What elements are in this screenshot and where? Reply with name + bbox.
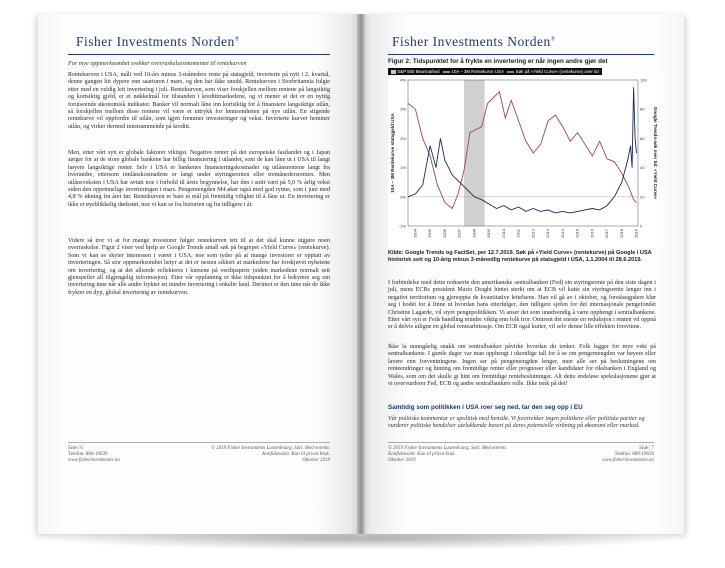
legend-trends-label: Søk på «Yield Curve» (rentekurve) over tid <box>515 69 599 74</box>
x-tick-label: 2011 <box>515 229 521 238</box>
legend-bear-label: S&P 500 Bearmarked <box>397 69 440 74</box>
footer-copyright: © 2019 Fisher Investments Luxembourg, Sàrl. Med enerett. <box>211 446 330 451</box>
brand-logo-right: Fisher Investments Norden® <box>392 34 556 49</box>
y-tick-label: -1% <box>398 223 406 229</box>
footer-page-number: Side | 6 <box>68 446 83 451</box>
x-tick-label: 2009 <box>486 229 492 238</box>
footer-page-number: Side | 7 <box>639 446 654 451</box>
left-paragraph-1: Rentekurven i USA, målt ved 10-års minus 3-måneders rente på statsgjeld, inverterte på nytt i 2. kvartal, denne gangen litt dypere enn saarturen i mars, og den har ikke snudd. Rentekurven i Storbritannia fulgte etter med en veldig lett invertering i juli. Rentekurven, som viser forskjellen mellom rentene på langsiktig og kortsiktig gjeld, er et nøkkelmål for tilstanden i kredittmarkedene, og vi mener at det er en nyttig forutseende økonomisk indikator. Banker vil normalt låne inn kortsiktig for å finansiere langsiktige utlån, så forskjellen mellom disse rentene vil være et uttrykk for lønnsomheten på nye utlån. En stigende rentekurve vil oppfordre til utlån, som igjen fremmer investeringer og vekst. Inverterte kurver hemmer utlån, og virker dermed innstrammende på kreditt. <box>68 72 330 130</box>
x-tick-label: 2018 <box>618 229 624 238</box>
header-rule-right <box>388 54 654 55</box>
left-footer-contact <box>68 446 178 463</box>
footer-copyright: © 2019 Fisher Investments Luxembourg, Sàrl. Med enerett. <box>388 446 507 451</box>
footer-confidential: Konfidensielt. Kun til privat bruk. <box>388 451 456 457</box>
footer-website: www.fisherinvestments.no <box>602 457 654 463</box>
legend-spread-swatch <box>443 71 450 73</box>
y2-tick-label: 80 <box>640 106 645 112</box>
x-tick-label: 2008 <box>471 229 477 238</box>
y-axis-label: 10A – 3M Rentekurve statsgjeld USA <box>390 113 395 193</box>
right-paragraph-1: I forbindelse med dette reduserte den amerikanske sentralbanken (Fed) sin styringsrente på den siste dagen i juli, mens ECBs president Mario Draghi hintet sterkt om at ECB vil kutte sin styringsrente lenger inn i negativt territorium og gjenoppta de kvantitative lettelsene. Han vil gå av i oktober, og forståsegpåere klør seg i hodet for å finne ut hvordan hans etterfølger, den tidligere sjefen for det internasjonale pengefondet Christine Lagarde, vil styre pengepolitikken. Vi anser det som unødvendig å være opphengt i sentralbankene. Etter vårt syn er Feds handling mindre viktig enn folk tror. Omtrent det eneste en reduksjon i renten vil oppnå er å delvis utligne en global rentearbitrasje. Om ECB også kutter, vil selv denne lille effekten forsvinne. <box>388 280 656 331</box>
x-tick-label: 2007 <box>456 229 462 238</box>
x-tick-label: 2013 <box>545 229 551 238</box>
footer-date: Oktober 2019 <box>388 457 416 463</box>
y2-tick-label: 40 <box>640 165 645 171</box>
header-rule-left <box>68 54 330 55</box>
footer-phone: Telefon: 800-19639 <box>614 451 654 457</box>
right-footer-legal <box>388 446 538 463</box>
legend-spread-label: 10A – 3M Rentekurve USA <box>451 69 504 74</box>
chart-source: Kilde: Google Trends og FactSet, per 12.7.2019. Søk på «Yield Curve» (rentekurve) på Google i USA historisk sett og 10-årig minus 3-månedlig rentekurve på statsgjeld i USA, 1.1.2004 til 28.6.2019. <box>388 250 652 263</box>
footer-website: www.fisherinvestments.no <box>68 457 120 463</box>
right-footer-contact <box>544 446 654 463</box>
right-page <box>362 14 684 534</box>
series-line-trends <box>408 87 637 213</box>
figure-title: Figur 2: Tidspunktet for å frykte en invertering er når ingen andre gjør det <box>388 58 608 65</box>
x-tick-label: 2015 <box>574 229 580 238</box>
legend-bear-swatch <box>391 70 396 74</box>
chart-legend <box>388 68 602 75</box>
right-paragraph-2: Ikke la uunngåelig snakk om sentralbanker påvirke hvordan du tenker. Folk legger for mye vekt på sentralbankene. I gamle dager var man opphengt i ukentlige tall for å se om pengemengden var høyere eller lavere enn forventningene. Ingen ser på pengemengden lenger, men alle ser på beslutningene om renteendringer og hinting om fremtidige renter eller prognoser eller kandidater for riksbanken i England og Wales, som om det skulle gi hint om fremtidige rentebeslutninger. Alt dette endeløse spekulasjonene gjør at vi overvurderer Fed, ECB og andre sentralbankers rolle. Ikke tenk på det! <box>388 344 656 388</box>
y2-tick-label: 20 <box>640 194 645 200</box>
yield-curve-chart <box>388 76 658 248</box>
y2-axis-label: Google Trends-søk over tid: «Yield Curve» <box>653 106 658 200</box>
footer-rule-right <box>388 442 654 443</box>
left-page <box>38 14 360 534</box>
plot-frame <box>408 80 638 226</box>
left-footer-legal <box>178 446 330 463</box>
disclaimer: Vår politiske kommentar er upolitisk med hensikt. Vi foretrekker ingen politikere eller politiske partier og vurderer politiske hendelser utelukkende basert på deres potensielle virkning på økonomi eller marked. <box>388 416 645 430</box>
series-line-spread <box>408 92 637 209</box>
y2-tick-label: 60 <box>640 135 645 141</box>
x-tick-label: 2017 <box>604 229 610 238</box>
y2-tick-label: 100 <box>640 77 647 83</box>
x-tick-label: 2004 <box>412 229 418 238</box>
x-tick-label: 2006 <box>441 229 447 238</box>
x-tick-label: 2005 <box>427 229 433 238</box>
y2-tick-label: 0 <box>640 223 643 229</box>
y-tick-label: 1% <box>400 165 406 171</box>
footer-date: Oktober 2019 <box>302 457 330 463</box>
section-heading: Samtidig som politikken i USA roer seg ned, tar den seg opp i EU <box>388 404 583 411</box>
footer-phone: Telefon: 800-19639 <box>68 451 108 457</box>
footer-confidential: Konfidensielt. Kun til privat bruk. <box>262 451 330 457</box>
left-paragraph-2: Men, etter vårt syn er globale faktorer viktigst. Negative renter på det europeiske fastlandet og i Japan sørger for at de store globale bankene har billig finansiering i utlandet, som de kan låne ut i USA til langt høyere langsiktige renter. Selv i USA er bankenes finansieringskostnader og utlånsrentene langt fra hverandre, ettersom innlånskostnadene er langt under styringsrenten eller tremånedersrenten. Men utlånsveksten i USA har avtatt noe i forhold til årets begynnelse, har den i snitt vært på 5,0 % årlig vekst siden den opprinnelige inverteringen i mars. Pengemengden M4 øker også med god rytme, som i juni med 4,8 % økning fra året før. Rentekurven er bare et mål på fremtidig vilighet til å låne ut. En invertering er ikke et øyeblikkelig dødsstøt, noe vi kan se fra historien og fra tidligere i år. <box>68 150 330 208</box>
book-spine <box>357 14 365 534</box>
y-tick-label: 4% <box>400 77 406 83</box>
left-paragraph-3: Videre så tror vi at for mange investorer følger rentekurven tett til at det skal kunne utgjøre noen overraskelse. Figur 2 viser ved hjelp av Google Trends antall søk på begrepet «Yield Curve» (rentekurve). Som vi kan se skyter interessen i været i USA, noe som tyder på at mange investorer er opptatt av inverteringen. Så stor oppmerksomhet betyr at det er nesten sikkert at markedene har forskjøvet nyhetene om invertering, og at det allerede reflekteres i kursene på verdipapirer (siden markedene normalt sett gjenspeiler all tilgjengelig informasjon). Etter vår oppfatning er ikke tidspunktet for å bekymre seg om invertering inne når alle andre frykter en mindre invertering i enkelte land. Derimot er den inne når de ikke frykter en dyp, global invertering av rentekurven. <box>68 238 330 296</box>
x-tick-label: 2010 <box>500 229 506 238</box>
x-tick-label: 2012 <box>530 229 536 238</box>
x-tick-label: 2014 <box>559 229 565 238</box>
y-tick-label: 2% <box>400 135 406 141</box>
y-tick-label: 3% <box>400 106 406 112</box>
left-subtitle: For mye oppmerksomhet svekker overraskelsesmomentet til rentekurven <box>68 60 247 67</box>
brand-logo-left: Fisher Investments Norden® <box>76 34 240 49</box>
x-tick-label: 2016 <box>589 229 595 238</box>
x-tick-label: 2019 <box>633 229 639 238</box>
footer-rule-left <box>68 442 330 443</box>
y-tick-label: 0% <box>400 194 406 200</box>
legend-trends-swatch <box>507 71 514 73</box>
